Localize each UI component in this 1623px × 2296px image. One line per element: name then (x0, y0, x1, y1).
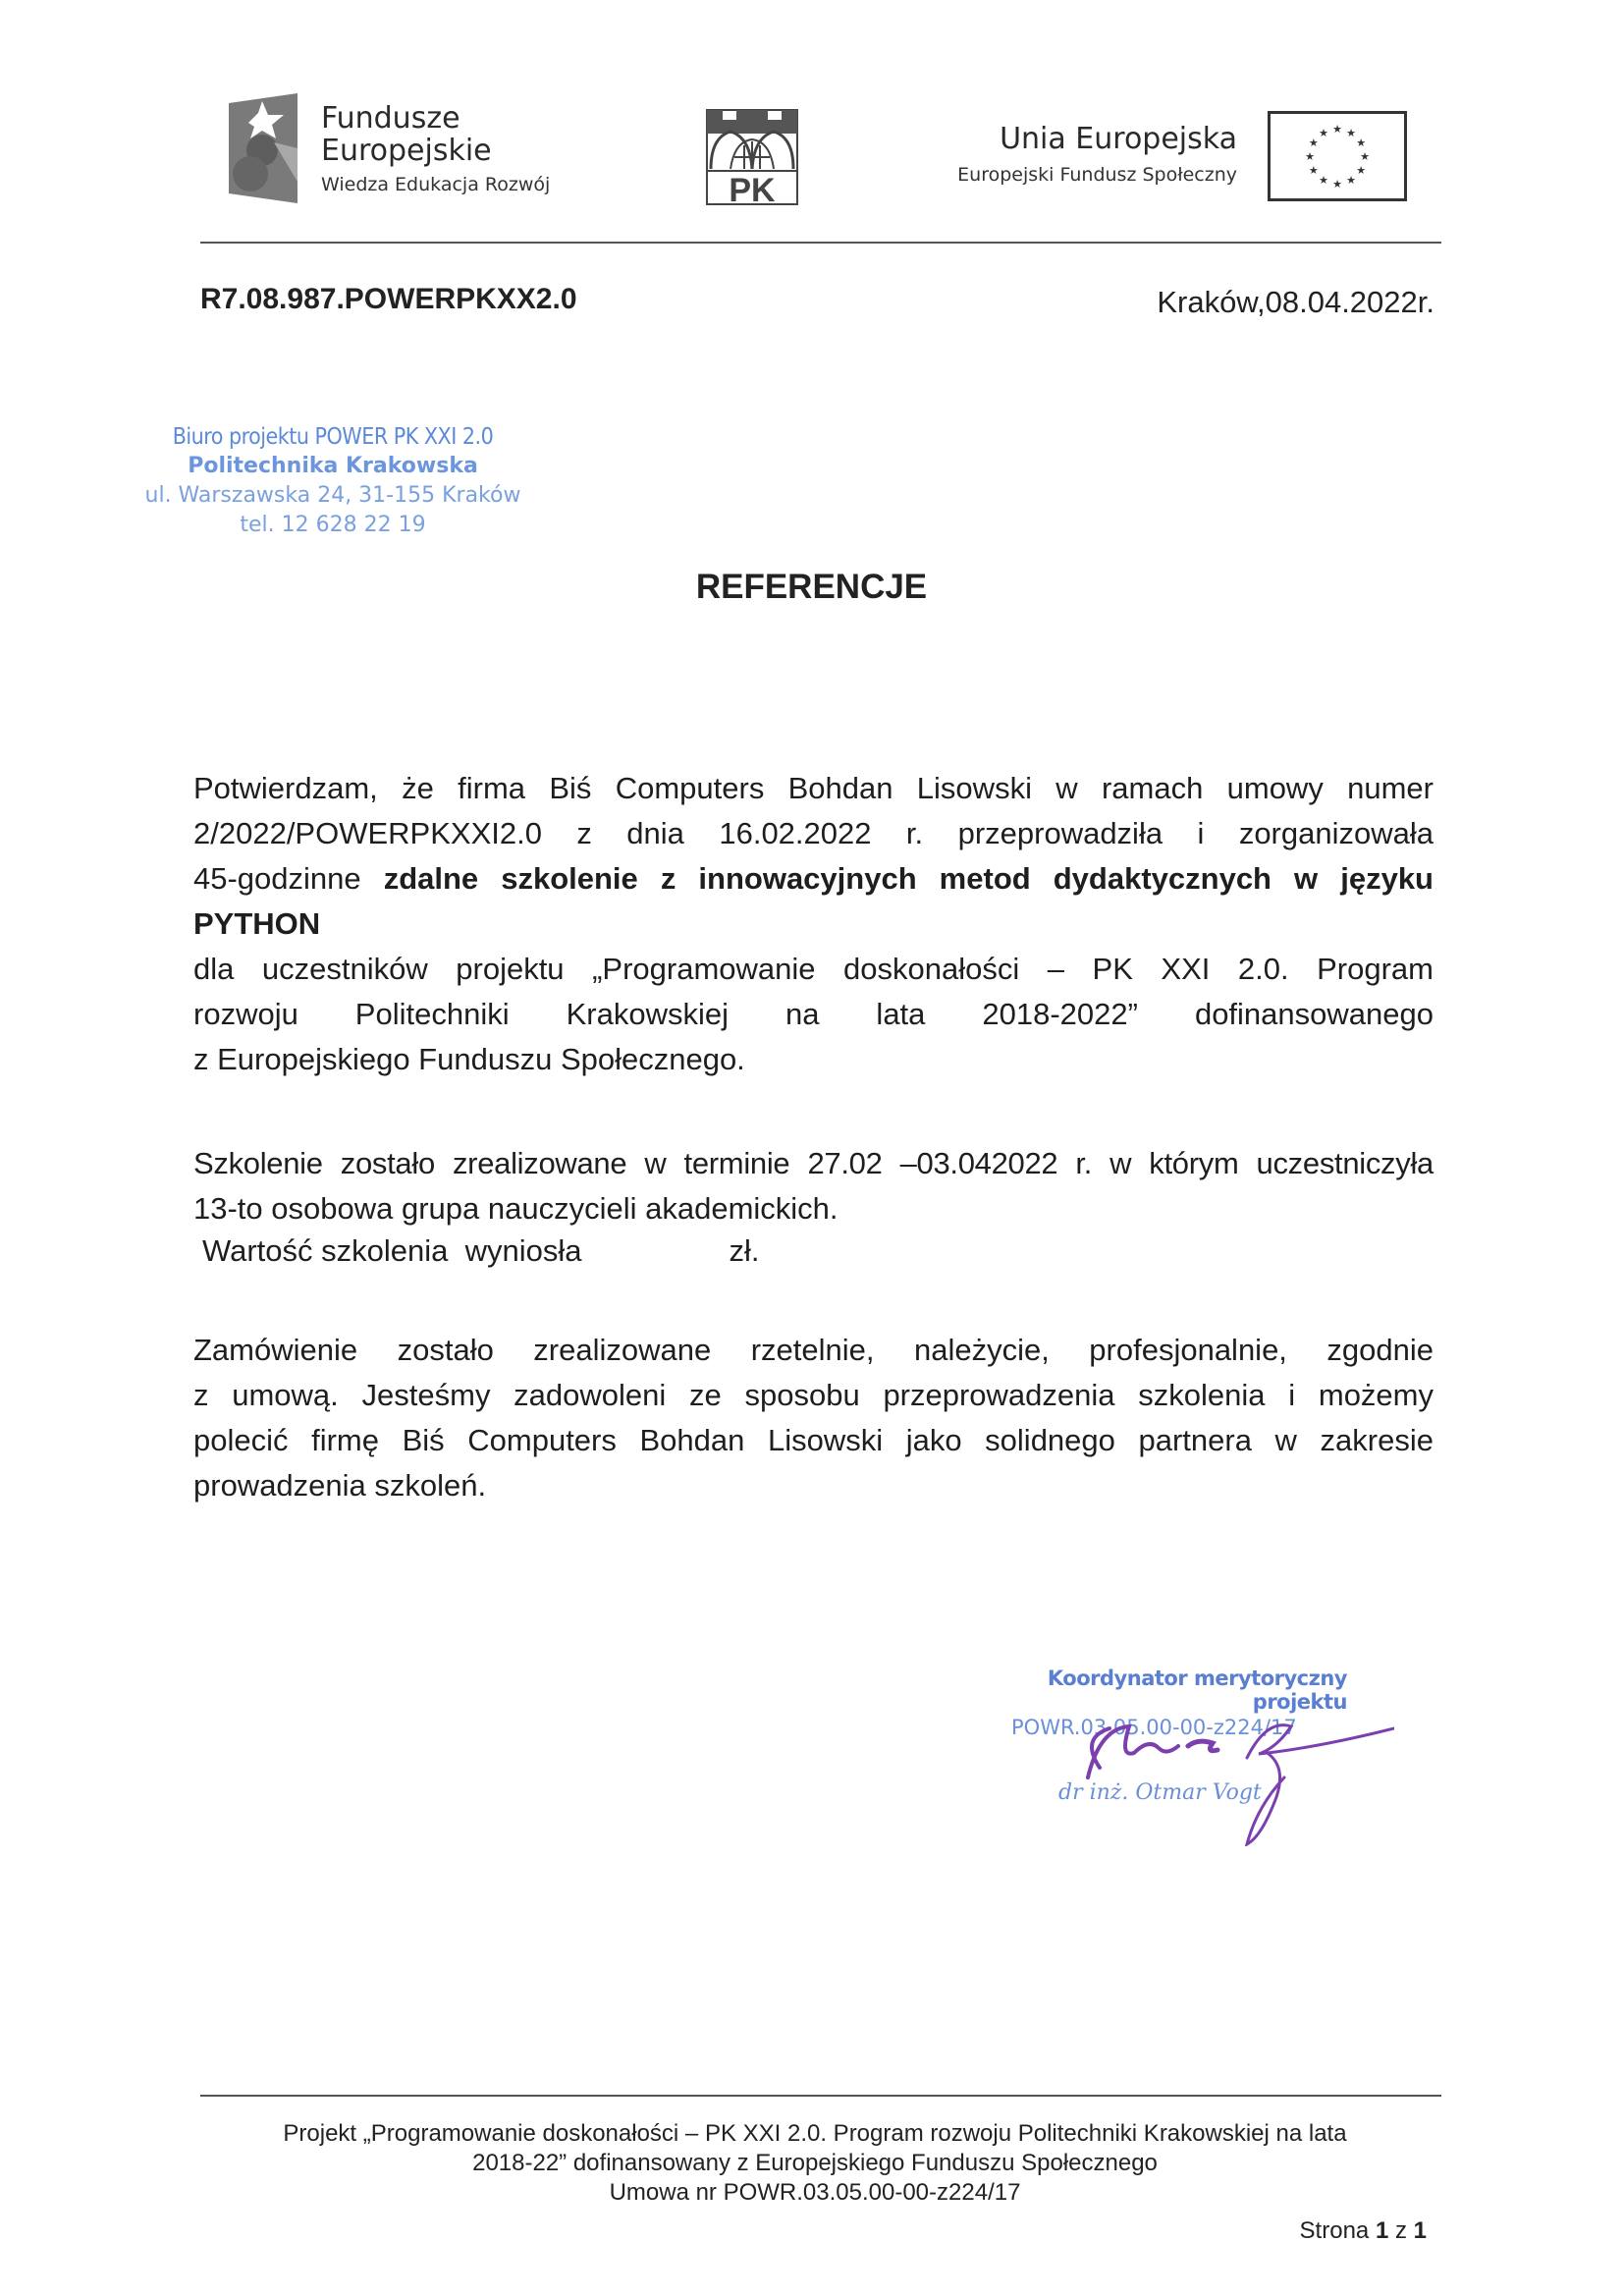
p1-line4-bold: PYTHON (193, 906, 321, 941)
ue-title: Unia Europejska (1000, 122, 1237, 156)
signature-contract: POWR.03.05.00-00-z224/17 (1011, 1716, 1297, 1739)
p3-line2: z umową. Jesteśmy zadowoleni ze sposobu przeprowadzenia szkolenia i możemy (193, 1378, 1434, 1412)
fe-title-line2: Europejskie (321, 134, 492, 168)
paragraph-confirmation (193, 766, 1434, 1082)
office-stamp (102, 422, 564, 540)
footer-divider (200, 2095, 1441, 2097)
header-divider (200, 242, 1441, 244)
stamp-line1: Biuro projektu POWER PK XXI 2.0 (172, 424, 494, 450)
p1-line2: 2/2022/POWERPKXXI2.0 z dnia 16.02.2022 r. przeprowadziła i zorganizowała (193, 816, 1434, 850)
p1-line3-normal: 45-godzinne (193, 861, 384, 896)
paragraph-training-dates (193, 1141, 1434, 1231)
page-sep: z (1394, 2217, 1407, 2244)
eu-star-icon: ★ (1346, 175, 1356, 188)
footer-line3: Umowa nr POWR.03.05.00-00-z224/17 (609, 2179, 1021, 2206)
ue-subtitle: Europejski Fundusz Społeczny (957, 164, 1237, 186)
page-current: 1 (1375, 2217, 1389, 2244)
eu-star-icon: ★ (1360, 151, 1370, 163)
reference-number: R7.08.987.POWERPKXX2.0 (200, 283, 577, 315)
eu-star-icon: ★ (1319, 175, 1328, 188)
eu-star-icon: ★ (1308, 165, 1319, 177)
politechnika-krakowska-logo-icon (705, 108, 799, 206)
p3-line3: polecić firmę Biś Computers Bohdan Lisowski jako solidnego partnera w zakresie (193, 1423, 1434, 1457)
p1-line5: dla uczestników projektu „Programowanie doskonałości – PK XXI 2.0. Program (193, 952, 1434, 986)
handwritten-signature-icon (1041, 1699, 1394, 1846)
stamp-line4: tel. 12 628 22 19 (240, 513, 426, 537)
stamp-line2: Politechnika Krakowska (188, 454, 478, 478)
eu-star-icon: ★ (1346, 127, 1356, 139)
p1-line6: rozwoju Politechniki Krakowskiej na lata 2018-2022” dofinansowanego (193, 997, 1434, 1031)
training-value-currency: zł. (729, 1233, 760, 1268)
p2-line1: Szkolenie zostało zrealizowane w terminie 27.02 –03.042022 r. w którym uczestniczyła (193, 1146, 1434, 1180)
p1-line1: Potwierdzam, że firma Biś Computers Bohdan Lisowski w ramach umowy numer (193, 771, 1434, 805)
p3-line4: prowadzenia szkoleń. (193, 1468, 487, 1503)
p1-line7: z Europejskiego Funduszu Społecznego. (193, 1042, 745, 1076)
place-date: Kraków,08.04.2022r. (1157, 285, 1434, 319)
paragraph-recommendation (193, 1328, 1434, 1508)
p2-line2: 13-to osobowa grupa nauczycieli akademickich. (193, 1191, 839, 1226)
page-number (1300, 2217, 1427, 2245)
stamp-line3: ul. Warszawska 24, 31-155 Kraków (144, 483, 521, 508)
fundusze-europejskie-logo-icon (229, 93, 298, 203)
fe-subtitle: Wiedza Edukacja Rozwój (321, 174, 551, 195)
p3-line1: Zamówienie zostało zrealizowane rzetelnie, należycie, profesjonalnie, zgodnie (193, 1333, 1434, 1367)
eu-star-icon: ★ (1305, 151, 1315, 163)
footer-line2: 2018-22” dofinansowany z Europejskiego Funduszu Społecznego (472, 2150, 1158, 2176)
p1-line3-bold: zdalne szkolenie z innowacyjnych metod dydaktycznych w języku (383, 861, 1434, 896)
eu-star-icon: ★ (1319, 127, 1328, 139)
p1-line3 (193, 856, 1434, 902)
page-total: 1 (1413, 2217, 1427, 2244)
eu-star-icon: ★ (1356, 137, 1367, 149)
training-value-label: Wartość szkolenia wyniosła (202, 1233, 582, 1268)
document-title: REFERENCJE (695, 568, 928, 606)
eu-star-icon: ★ (1332, 124, 1342, 136)
footer-project-info (177, 2119, 1453, 2208)
signature-name: dr inż. Otmar Vogt (1058, 1780, 1262, 1805)
pk-logo-text: PK (729, 172, 776, 206)
eu-star-icon: ★ (1332, 179, 1342, 191)
unia-europejska-text (957, 122, 1237, 189)
eu-flag-icon (1268, 111, 1407, 201)
page-label: Strona (1299, 2217, 1370, 2244)
eu-star-icon: ★ (1356, 165, 1367, 177)
signature-role: Koordynator merytoryczny projektu (1047, 1667, 1347, 1714)
eu-star-icon: ★ (1308, 137, 1319, 149)
fundusze-europejskie-text (321, 102, 550, 198)
fe-title-line1: Fundusze (321, 101, 460, 136)
footer-line1: Projekt „Programowanie doskonałości – PK XXI 2.0. Program rozwoju Politechniki Krakowskiej na lata (283, 2120, 1347, 2147)
training-value-line (202, 1233, 760, 1269)
